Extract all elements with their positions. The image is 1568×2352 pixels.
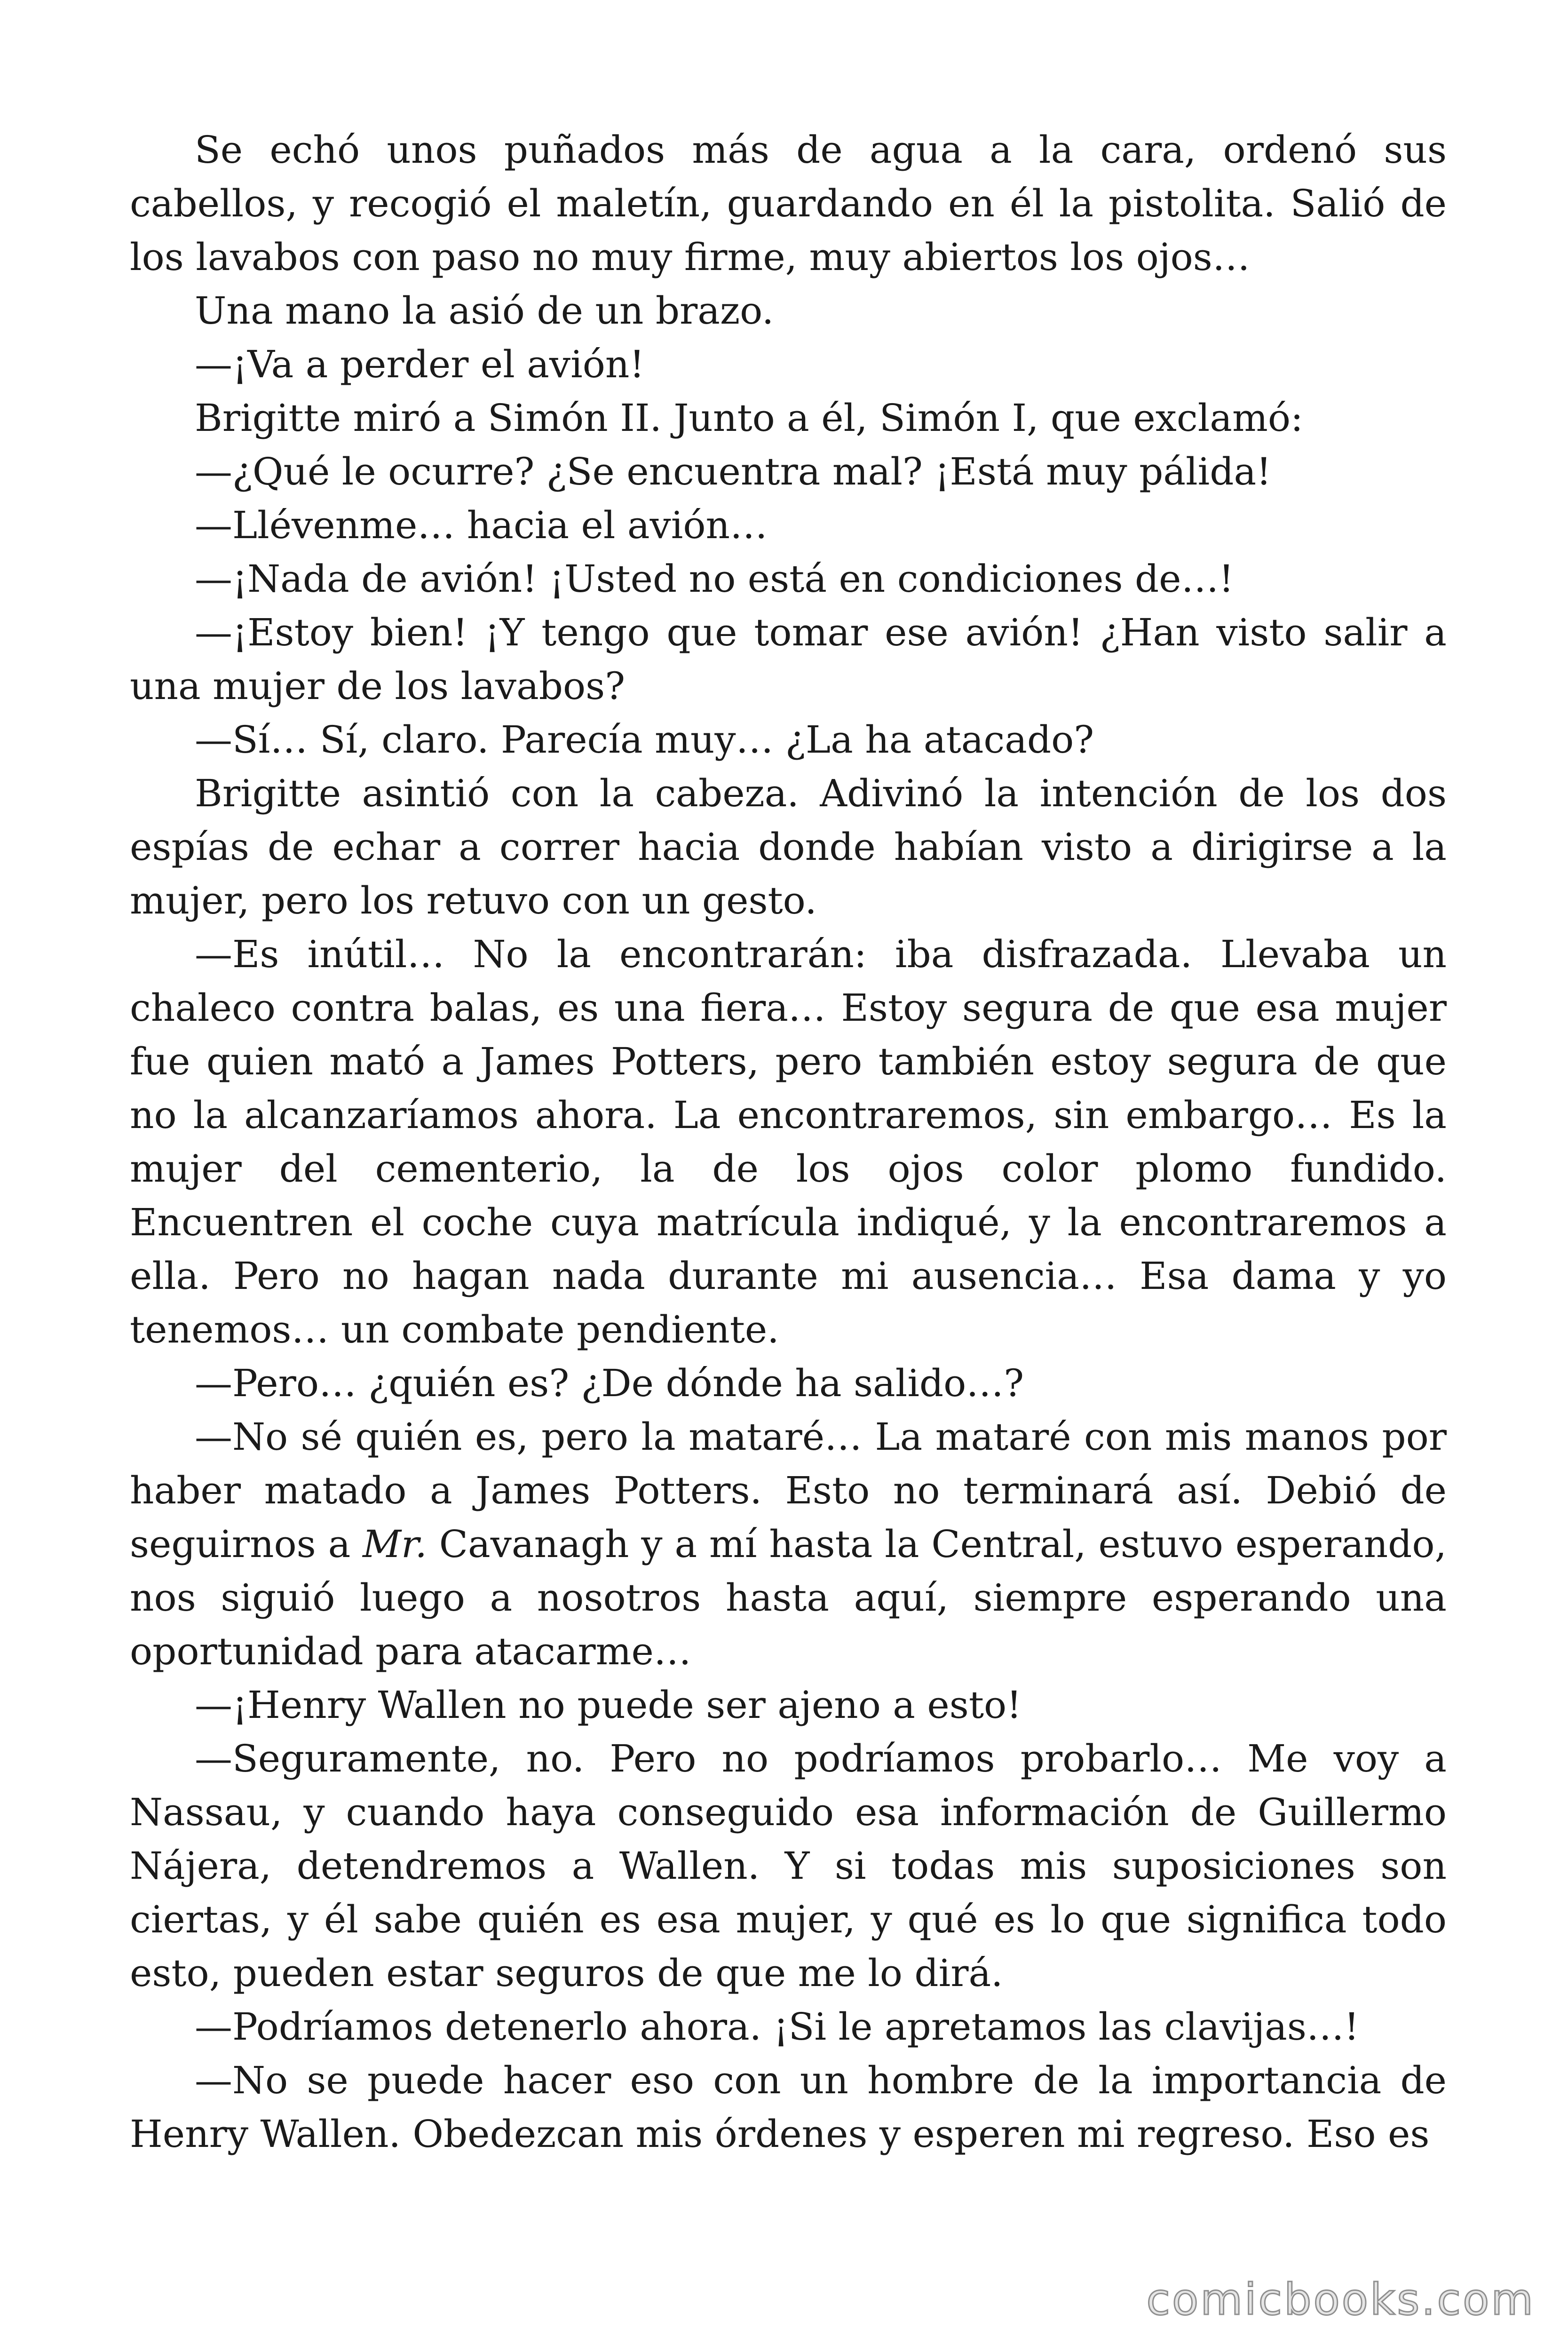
text-run: —¿Qué le ocurre? ¿Se encuentra mal? ¡Está muy pálida! bbox=[195, 450, 1272, 493]
text-run: Brigitte asintió con la cabeza. Adivinó la intención de los dos espías de echar a correr hacia donde habían visto a dirigirse a la mujer, pero los retuvo con un gesto. bbox=[130, 771, 1447, 922]
text-run: —No sé quién es, pero la mataré… La mataré con mis manos por haber matado a James Potters. Esto no terminará así. Debió de seguirnos a bbox=[130, 1415, 1447, 1566]
text-run: —Sí… Sí, claro. Parecía muy… ¿La ha atacado? bbox=[195, 718, 1094, 762]
text-run: Brigitte miró a Simón II. Junto a él, Simón I, que exclamó: bbox=[195, 396, 1303, 440]
paragraph bbox=[130, 391, 1447, 445]
page-body bbox=[130, 123, 1447, 2161]
paragraph bbox=[130, 2054, 1447, 2161]
paragraph bbox=[130, 123, 1447, 284]
text-run: —¡Nada de avión! ¡Usted no está en condiciones de…! bbox=[195, 557, 1234, 601]
text-run: —¡Henry Wallen no puede ser ajeno a esto! bbox=[195, 1683, 1022, 1727]
italic-text: Mr. bbox=[363, 1522, 427, 1566]
text-run: —¡Va a perder el avión! bbox=[195, 342, 645, 386]
text-run: —No se puede hacer eso con un hombre de la importancia de Henry Wallen. Obedezcan mis órdenes y esperen mi regreso. Eso es bbox=[130, 2058, 1447, 2156]
paragraph bbox=[130, 1357, 1447, 1410]
text-run: Se echó unos puñados más de agua a la cara, ordenó sus cabellos, y recogió el maletín, guardando en él la pistolita. Salió de los lavabos con paso no muy firme, muy abiertos los ojos… bbox=[130, 128, 1447, 279]
paragraph bbox=[130, 499, 1447, 552]
watermark: comicbooks.com bbox=[1146, 2274, 1535, 2325]
paragraph bbox=[130, 2000, 1447, 2054]
paragraph bbox=[130, 338, 1447, 391]
paragraph bbox=[130, 928, 1447, 1357]
text-run: Cavanagh y a mí hasta la Central, estuvo esperando, nos siguió luego a nosotros hasta aquí, siempre esperando una oportunidad para atacarme… bbox=[130, 1522, 1447, 1673]
paragraph bbox=[130, 767, 1447, 928]
paragraph bbox=[130, 284, 1447, 338]
text-run: —Pero… ¿quién es? ¿De dónde ha salido…? bbox=[195, 1361, 1024, 1405]
paragraph bbox=[130, 606, 1447, 713]
text-run: —Llévenme… hacia el avión… bbox=[195, 503, 768, 547]
text-run: —Es inútil… No la encontrarán: iba disfrazada. Llevaba un chaleco contra balas, es una fiera… Estoy segura de que esa mujer fue quien mató a James Potters, pero también estoy segura de que no la alcanzaríamos ahora. La encontraremos, sin embargo… Es la mujer del cementerio, la de los ojos color plomo fundido. Encuentren el coche cuya matrícula indiqué, y la encontraremos a ella. Pero no hagan nada durante mi ausencia… Esa dama y yo tenemos… un combate pendiente. bbox=[130, 932, 1447, 1351]
text-run: —Seguramente, no. Pero no podríamos probarlo… Me voy a Nassau, y cuando haya conseguido esa información de Guillermo Nájera, detendremos a Wallen. Y si todas mis suposiciones son ciertas, y él sabe quién es esa mujer, y qué es lo que significa todo esto, pueden estar seguros de que me lo dirá. bbox=[130, 1737, 1447, 1995]
paragraph bbox=[130, 1410, 1447, 1678]
text-run: —Podríamos detenerlo ahora. ¡Si le apretamos las clavijas…! bbox=[195, 2005, 1360, 2049]
paragraph bbox=[130, 1678, 1447, 1732]
paragraph bbox=[130, 1732, 1447, 2000]
paragraph bbox=[130, 552, 1447, 606]
paragraph bbox=[130, 445, 1447, 499]
paragraph bbox=[130, 713, 1447, 767]
text-run: —¡Estoy bien! ¡Y tengo que tomar ese avión! ¿Han visto salir a una mujer de los lavabos? bbox=[130, 611, 1447, 708]
text-run: Una mano la asió de un brazo. bbox=[195, 289, 774, 333]
